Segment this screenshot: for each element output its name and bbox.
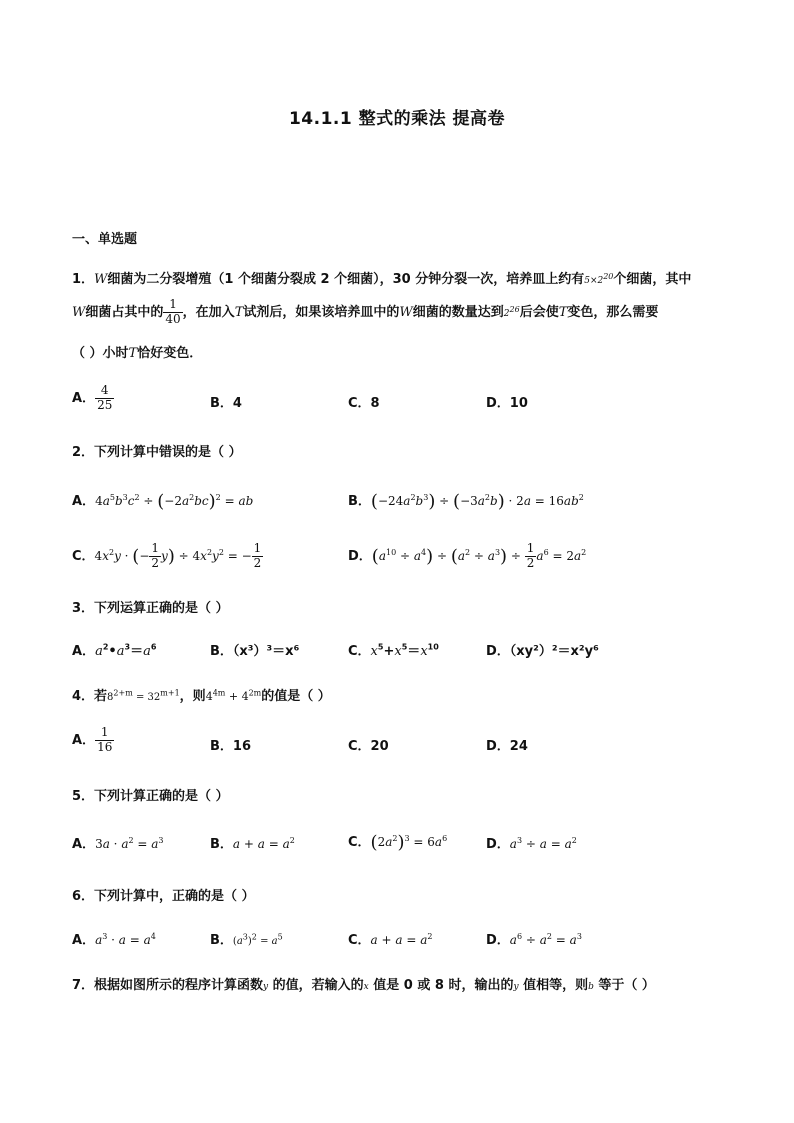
- q1-option-a-fraction: [95, 384, 114, 413]
- option-label: C．: [348, 644, 371, 659]
- q1-t-var: T: [558, 304, 568, 320]
- q6-option-c[interactable]: [348, 929, 432, 948]
- q5-option-d[interactable]: [486, 833, 577, 852]
- fraction-denominator: 16: [97, 739, 113, 754]
- q5-stem: 5．下列计算正确的是（ ）: [72, 789, 229, 804]
- fraction-numerator: 4: [95, 384, 114, 399]
- q4-option-d[interactable]: D．24: [486, 739, 528, 754]
- q1-fraction: [163, 298, 182, 327]
- q7-var-b: b: [588, 982, 594, 992]
- q7-text: 的值，若输入的: [268, 978, 364, 993]
- q3-a-expression: a: [95, 644, 103, 659]
- q5-b-expression: $a + a = a^2$: [232, 836, 295, 851]
- option-label: B．: [348, 494, 371, 509]
- fraction-denominator: 40: [165, 311, 181, 326]
- q1-option-b[interactable]: B．4: [210, 396, 242, 411]
- q6-b-expression: $(a^3)^2 = a^5$: [232, 932, 283, 947]
- q7-text: 7．根据如图所示的程序计算函数: [72, 978, 264, 993]
- q7-var-x: x: [363, 982, 369, 992]
- q5-c-expression: $(2a^2)^3 = 6a^6$: [370, 832, 448, 853]
- q1-option-c[interactable]: C．8: [348, 396, 380, 411]
- fraction-numerator: 1: [163, 298, 182, 313]
- option-label: C．: [348, 933, 371, 948]
- q5-option-c[interactable]: [348, 831, 447, 853]
- q3-option-d[interactable]: D．（xy²）²＝x²y⁶: [486, 644, 599, 659]
- q6-option-d[interactable]: [486, 929, 582, 948]
- q1-text: 细菌的数量达到: [412, 304, 504, 320]
- fraction-denominator: 25: [97, 397, 113, 412]
- section-heading: 一、单选题: [72, 232, 138, 247]
- q1-threshold: $2^{26}$: [503, 304, 520, 319]
- q2-option-c[interactable]: [72, 542, 263, 571]
- option-label: D．: [348, 548, 372, 564]
- q3-option-b[interactable]: B．（x³）³＝x⁶: [210, 644, 300, 659]
- option-label: A．: [72, 837, 96, 852]
- q7-stem: [72, 974, 655, 993]
- q1-line2: [72, 298, 658, 327]
- q5-option-b[interactable]: [210, 833, 295, 852]
- q4-option-c[interactable]: C．20: [348, 739, 389, 754]
- q7-text: 等于（ ）: [593, 978, 655, 993]
- q1-option-a[interactable]: [72, 384, 114, 413]
- q1-text: 细菌占其中的: [85, 304, 164, 320]
- q4-target-expression: $4^{4m} + 4^{2m}$: [205, 688, 262, 703]
- q3-stem: 3．下列运算正确的是（ ）: [72, 601, 229, 616]
- q1-number: 1．: [72, 272, 95, 287]
- option-label: C．: [72, 548, 95, 564]
- q1-text: （ ）小时: [72, 346, 129, 361]
- option-label: B．: [210, 933, 233, 948]
- q2-d-expression: $(a^{10} \div a^4) \div (a^2 \div a^3)$ ÷ $\frac{1}{2}$ $a^6 = 2a^2$: [371, 541, 587, 570]
- q1-t-var: T: [234, 304, 244, 320]
- q2-option-d[interactable]: [348, 542, 586, 571]
- q6-d-expression: $a^6 \div a^2 = a^3$: [509, 932, 582, 947]
- q2-c-expression: $4x^2y$ · (− $\frac{1}{2}$ $y) \div 4x^2y^2$ = − $\frac{1}{2}$: [94, 541, 262, 570]
- q4-text: ，则: [179, 689, 206, 704]
- fraction-numerator: 1: [95, 726, 114, 741]
- q6-option-a[interactable]: [72, 929, 156, 948]
- option-label: D．: [486, 837, 510, 852]
- q1-w-var: W: [399, 304, 413, 320]
- option-label: A．: [72, 494, 96, 509]
- q7-var-y: y: [263, 982, 269, 992]
- q1-text: 恰好变色．: [137, 346, 203, 361]
- q4-option-b[interactable]: B．16: [210, 739, 251, 754]
- q1-w-var: W: [72, 304, 86, 320]
- q4-stem: [72, 685, 331, 704]
- q4-condition: $8^{2+m} = 32^{m+1}$: [107, 688, 180, 703]
- q1-text: 个细菌，其中: [613, 272, 692, 287]
- q4-text: 4．若: [72, 689, 108, 704]
- q5-option-a[interactable]: [72, 833, 164, 852]
- q1-text: 后会使: [519, 304, 559, 320]
- q5-d-expression: $a^3 \div a = a^2$: [509, 836, 577, 851]
- option-label: A．: [72, 933, 96, 948]
- q1-w-var: W: [94, 272, 108, 287]
- q1-text: 细菌为二分裂增殖（1 个细菌分裂成 2 个细菌），30 分钟分裂一次，培养皿上约有: [107, 272, 585, 287]
- q1-option-d[interactable]: D．10: [486, 396, 528, 411]
- q1-text: 变色，那么需要: [567, 304, 659, 320]
- q3-option-c[interactable]: C．$x^5+x^5=x^{10}$: [348, 642, 439, 659]
- q7-text: 值相等，则: [518, 978, 589, 993]
- q7-var-y: y: [513, 982, 519, 992]
- option-label: D．: [486, 933, 510, 948]
- q4-option-a-fraction: [95, 726, 114, 755]
- q2-option-b[interactable]: [348, 490, 584, 512]
- q1-line1: [72, 268, 691, 287]
- option-label: C．: [348, 835, 371, 850]
- q4-option-a[interactable]: [72, 726, 114, 755]
- option-label: A．: [72, 390, 96, 406]
- q6-a-expression: $a^3 \cdot a = a^4$: [95, 932, 156, 947]
- q3-option-a[interactable]: A．$a^2•a^3=a^6$: [72, 642, 157, 659]
- q7-text: 值是 0 或 8 时，输出的: [368, 978, 514, 993]
- q6-stem: 6．下列计算中，正确的是（ ）: [72, 889, 255, 904]
- option-label: A．: [72, 732, 96, 748]
- q4-text: 的值是（ ）: [261, 689, 331, 704]
- q1-line3: [72, 342, 202, 361]
- q1-text: 试剂后，如果该培养皿中的: [243, 304, 400, 320]
- q1-text: ，在加入: [182, 304, 235, 320]
- q1-t-var: T: [128, 346, 138, 361]
- q3-c-expression: x: [370, 644, 378, 659]
- q2-a-expression: $4a^5b^3c^2 \div (-2a^2bc)^2$ = ab: [95, 491, 254, 512]
- q2-stem: 2．下列计算中错误的是（ ）: [72, 445, 242, 460]
- q5-a-expression: $3a \cdot a^2 = a^3$: [95, 836, 164, 851]
- page-title: 14.1.1 整式的乘法 提高卷: [288, 109, 506, 129]
- option-label: A．: [72, 644, 96, 659]
- q1-bacteria-count: $5\times 2^{20}$: [584, 272, 614, 286]
- q2-b-expression: $(-24a^2b^3) \div (-3a^2b) \cdot 2a = 16ab^2$: [370, 491, 584, 512]
- option-label: B．: [210, 837, 233, 852]
- q6-c-expression: $a + a = a^2$: [370, 932, 433, 947]
- q6-option-b[interactable]: [210, 929, 283, 948]
- q2-option-a[interactable]: [72, 490, 253, 512]
